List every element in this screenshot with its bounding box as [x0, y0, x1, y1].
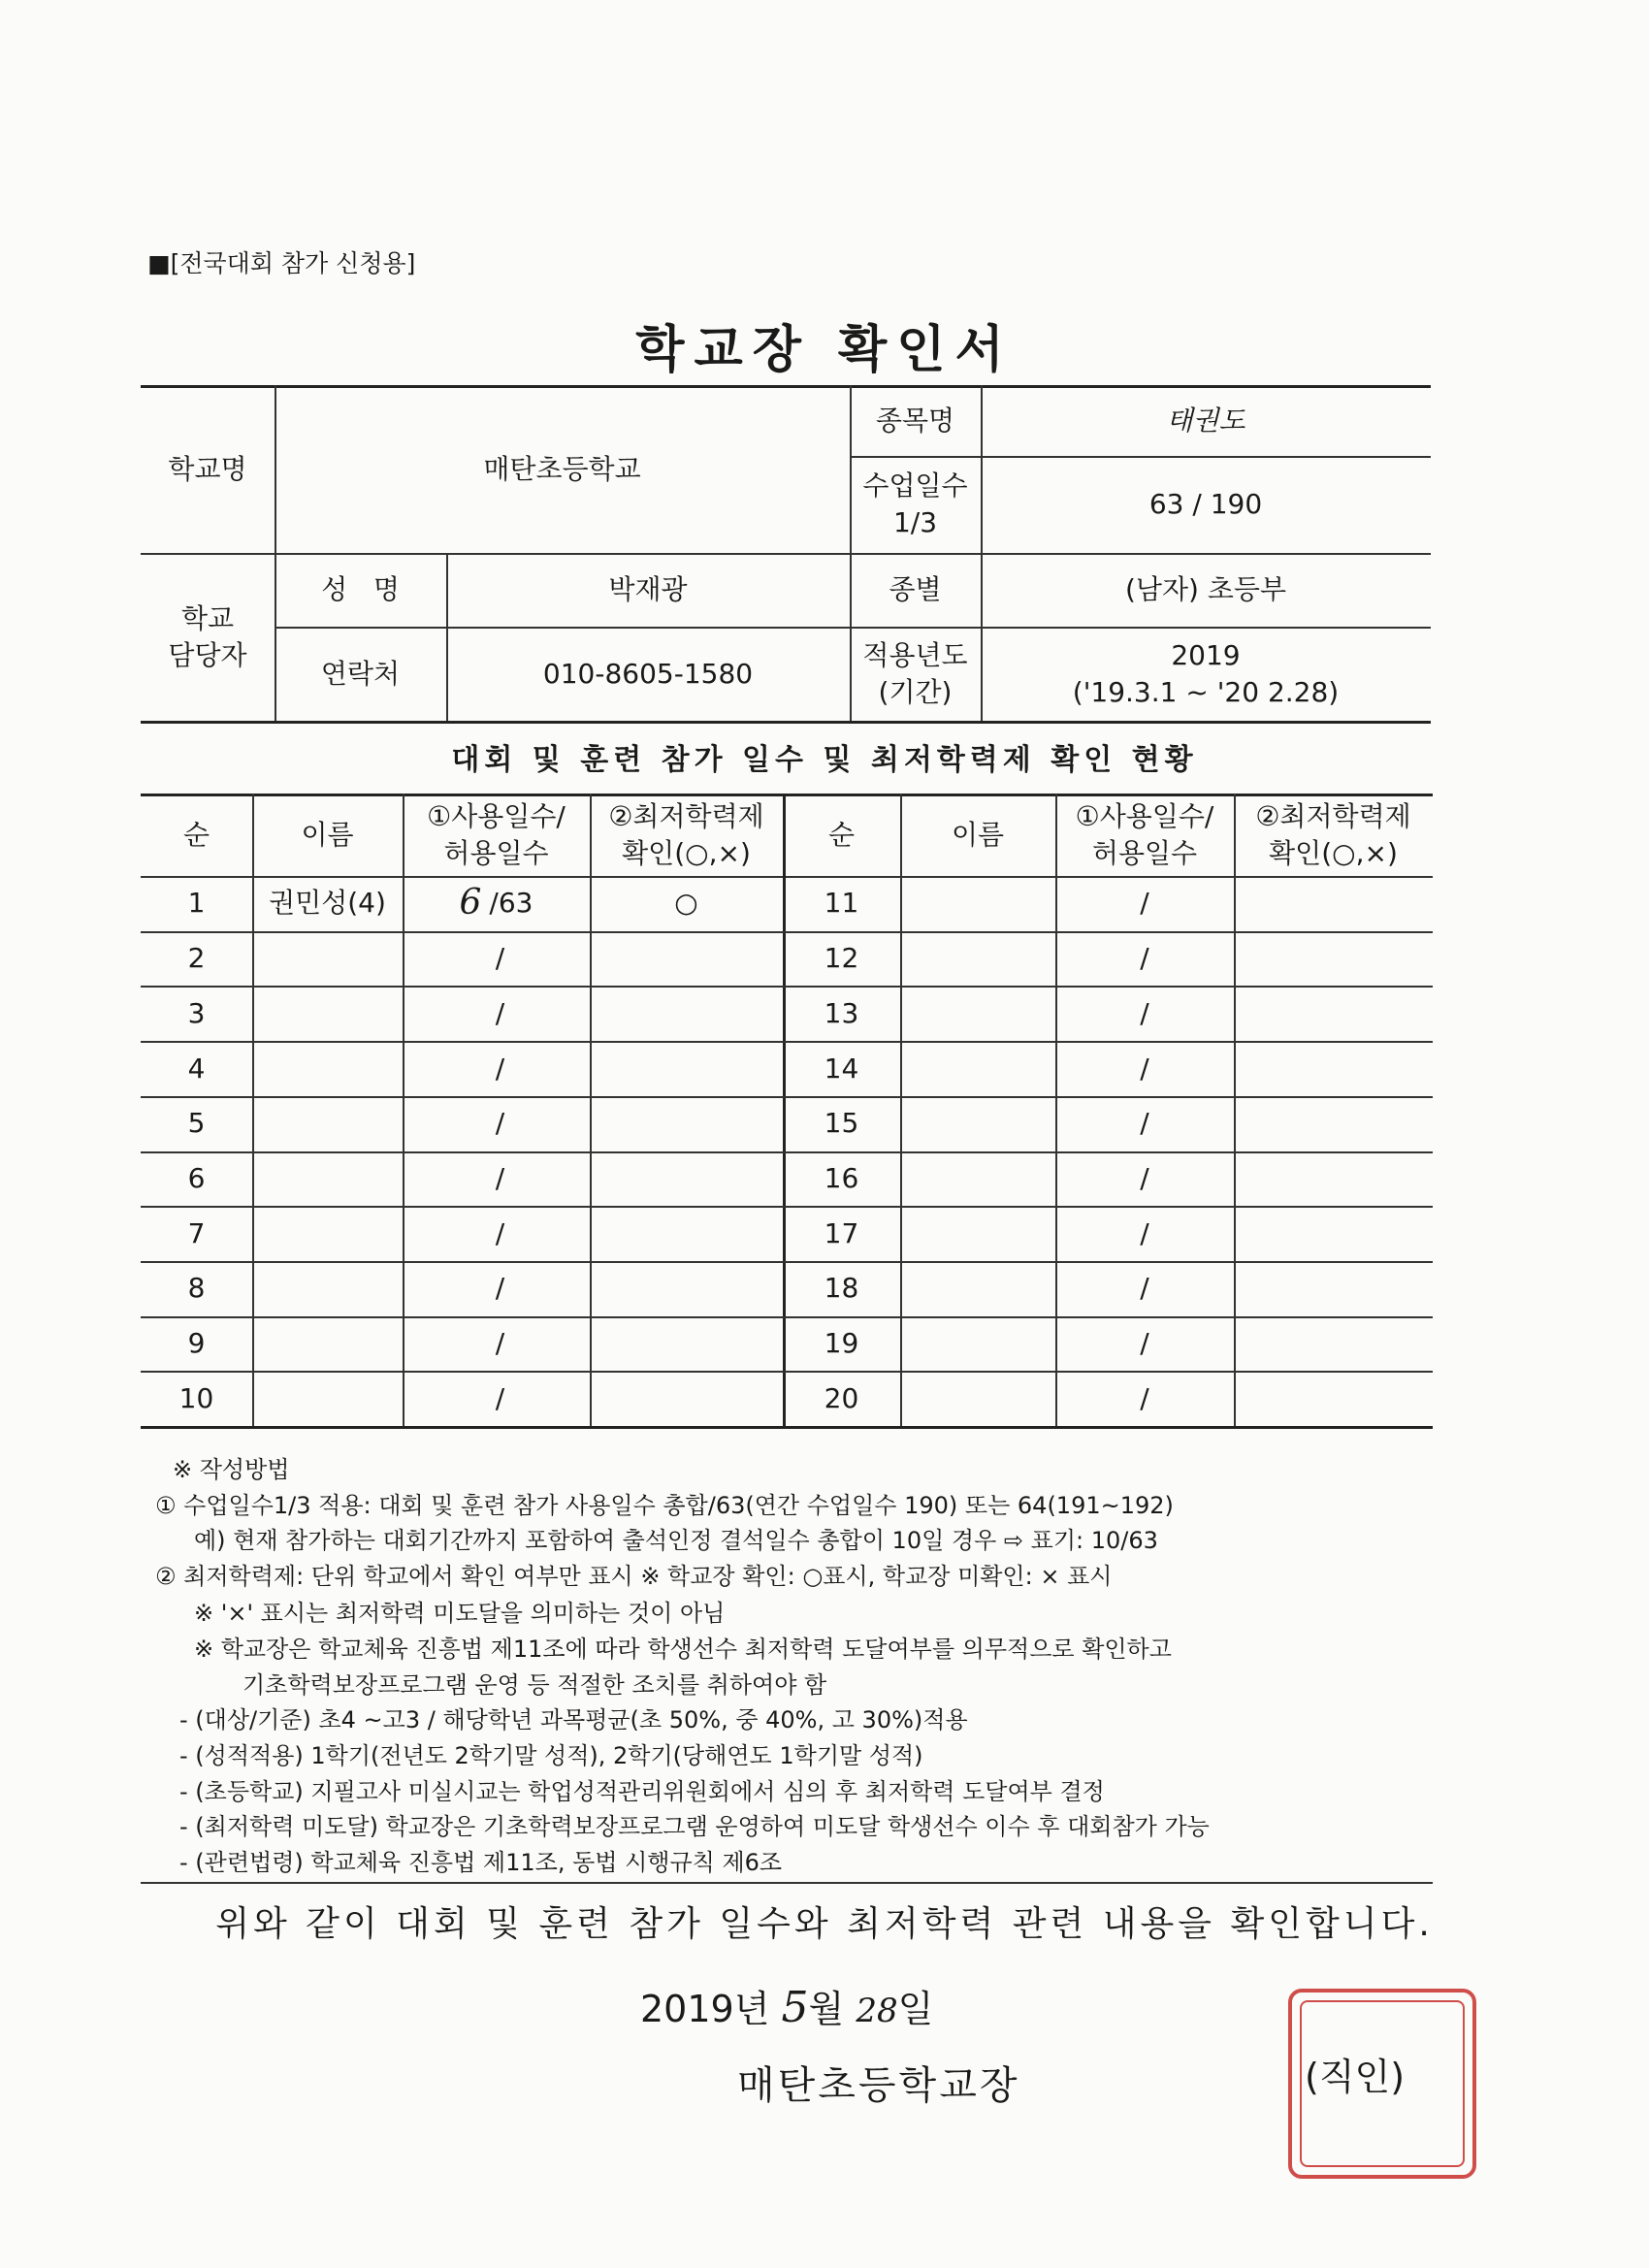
form-type-tag: ■[전국대회 참가 신청용]	[147, 249, 416, 277]
apply-year-label-line2: (기간)	[878, 675, 953, 708]
phone-label: 연락처	[320, 657, 401, 690]
row-name	[900, 1316, 1055, 1372]
row-no: 13	[824, 996, 859, 1029]
class-days-label-line1: 수업일수	[862, 470, 968, 502]
contact-person-label-line1: 학교	[180, 601, 235, 634]
row-no: 12	[824, 942, 859, 975]
row-allowed-days: /	[495, 1161, 505, 1194]
row-name	[252, 1041, 403, 1096]
row-no: 7	[187, 1216, 206, 1249]
row-check	[590, 1316, 783, 1372]
row-allowed-days: /63	[489, 887, 534, 920]
row-allowed-days: /	[495, 942, 505, 975]
row-days	[403, 1316, 590, 1372]
row-check	[1234, 931, 1433, 987]
note-line: - (초등학교) 지필고사 미실시교는 학업성적관리위원회에서 심의 후 최저학력 도달여부 결정	[179, 1778, 1105, 1805]
row-name	[900, 1096, 1055, 1151]
row-check	[1234, 1151, 1433, 1207]
section-title: 대회 및 훈련 참가 일수 및 최저학력제 확인 현황	[451, 743, 1198, 777]
name-value: 박재광	[608, 573, 688, 606]
row-days	[403, 1151, 590, 1207]
contact-person-label-line2: 담당자	[168, 638, 247, 671]
row-no: 5	[187, 1107, 206, 1140]
signature-date	[640, 1979, 933, 2032]
date-day: 28	[856, 1992, 898, 2030]
row-days	[403, 931, 590, 987]
row-no: 20	[824, 1381, 859, 1414]
apply-year-label	[850, 627, 981, 721]
row-allowed-days: /	[495, 1216, 505, 1249]
row-days: /	[1140, 887, 1149, 920]
row-check	[1234, 1261, 1433, 1316]
row-days: /	[1140, 1272, 1149, 1305]
note-line: ※ 학교장은 학교체육 진흥법 제11조에 따라 학생선수 최저학력 도달여부를 의무적으로 확인하고	[194, 1636, 1172, 1663]
row-days	[403, 1096, 590, 1151]
seal-label: (직인)	[1305, 2056, 1406, 2098]
row-allowed-days: /	[495, 1052, 505, 1085]
school-name-label: 학교명	[168, 452, 247, 485]
apply-year-value	[981, 627, 1431, 721]
note-line: - (성적적용) 1학기(전년도 2학기말 성적), 2학기(당해연도 1학기말 성적)	[179, 1742, 923, 1769]
row-check	[590, 1096, 783, 1151]
category-value: (남자) 초등부	[1125, 573, 1286, 606]
row-allowed-days: /	[495, 1381, 505, 1414]
col-check-header-right	[1234, 794, 1433, 876]
row-name	[252, 1261, 403, 1316]
event-value: 태권도	[1166, 404, 1245, 437]
row-check	[1234, 876, 1433, 931]
row-check	[1234, 1206, 1433, 1261]
col-days-header-right-line2: 허용일수	[1091, 836, 1198, 869]
row-no: 8	[187, 1272, 206, 1305]
row-name	[900, 1261, 1055, 1316]
class-days-label	[850, 456, 981, 553]
col-check-header-line2: 확인(○,×)	[622, 836, 751, 869]
row-no: 19	[824, 1327, 859, 1360]
row-name	[252, 986, 403, 1041]
row-no: 14	[824, 1052, 859, 1085]
row-check	[590, 931, 783, 987]
row-name	[900, 1151, 1055, 1207]
row-check	[1234, 1371, 1433, 1426]
row-days	[403, 1371, 590, 1426]
row-check	[1234, 1316, 1433, 1372]
row-check	[590, 1041, 783, 1096]
col-name-header: 이름	[301, 818, 354, 851]
row-name	[900, 1206, 1055, 1261]
row-no: 10	[178, 1381, 214, 1414]
date-month-unit: 월	[808, 1988, 845, 2030]
col-name-header-right: 이름	[951, 818, 1005, 851]
row-check	[1234, 1096, 1433, 1151]
row-check	[1234, 986, 1433, 1041]
row-no: 3	[187, 996, 206, 1029]
contact-person-label	[141, 553, 275, 721]
col-days-header-line1: ①사용일수/	[427, 799, 566, 832]
row-days	[403, 1041, 590, 1096]
note-line: - (관련법령) 학교체육 진흥법 제11조, 동법 시행규칙 제6조	[179, 1849, 783, 1876]
note-line: - (최저학력 미도달) 학교장은 기초학력보장프로그램 운영하여 미도달 학생선수 이수 후 대회참가 가능	[179, 1813, 1210, 1840]
row-name	[900, 986, 1055, 1041]
row-no: 1	[187, 887, 206, 920]
confirmation-statement: 위와 같이 대회 및 훈련 참가 일수와 최저학력 관련 내용을 확인합니다.	[215, 1904, 1434, 1944]
row-no: 16	[824, 1161, 859, 1194]
note-line: ※ '×' 표시는 최저학력 미도달을 의미하는 것이 아님	[194, 1600, 726, 1627]
col-check-header-right-line1: ②최저학력제	[1255, 799, 1411, 832]
row-no: 17	[824, 1216, 859, 1249]
row-name	[900, 931, 1055, 987]
row-name	[900, 1041, 1055, 1096]
event-label: 종목명	[875, 404, 955, 437]
note-line: ② 최저학력제: 단위 학교에서 확인 여부만 표시 ※ 학교장 확인: ○표시, 학교장 미확인: × 표시	[155, 1563, 1113, 1590]
col-no-header-right: 순	[827, 818, 856, 851]
row-days	[403, 876, 590, 931]
principal-signer: 매탄초등학교장	[737, 2063, 1020, 2108]
row-days: /	[1140, 1161, 1149, 1194]
col-check-header-line1: ②최저학력제	[608, 799, 764, 832]
row-days: /	[1140, 1107, 1149, 1140]
col-days-header	[403, 794, 590, 876]
row-name	[900, 876, 1055, 931]
date-day-unit: 일	[897, 1988, 934, 2030]
row-allowed-days: /	[495, 1272, 505, 1305]
apply-year-value-line2: ('19.3.1 ~ '20 2.28)	[1072, 675, 1340, 708]
note-line: ① 수업일수1/3 적용: 대회 및 훈련 참가 사용일수 총합/63(연간 수업일수 190) 또는 64(191~192)	[155, 1492, 1174, 1519]
row-no: 11	[824, 887, 859, 920]
row-no: 15	[824, 1107, 859, 1140]
row-used-days: 6	[459, 883, 482, 923]
row-name	[252, 1206, 403, 1261]
row-check	[590, 986, 783, 1041]
row-days: /	[1140, 1052, 1149, 1085]
date-month: 5	[781, 1983, 809, 2032]
row-days	[403, 1261, 590, 1316]
row-no: 9	[187, 1327, 206, 1360]
row-days: /	[1140, 1381, 1149, 1414]
row-no: 2	[187, 942, 206, 975]
row-days	[403, 1206, 590, 1261]
school-name-value: 매탄초등학교	[483, 452, 641, 485]
row-name	[252, 931, 403, 987]
note-line: 기초학력보장프로그램 운영 등 적절한 조치를 취하여야 함	[242, 1671, 827, 1699]
col-days-header-right	[1055, 794, 1234, 876]
apply-year-label-line1: 적용년도	[862, 638, 968, 671]
col-check-header-right-line2: 확인(○,×)	[1269, 836, 1398, 869]
row-days: /	[1140, 942, 1149, 975]
row-name	[252, 1316, 403, 1372]
row-allowed-days: /	[495, 1107, 505, 1140]
document-title: 학교장 확인서	[635, 321, 1014, 379]
apply-year-value-line1: 2019	[1171, 638, 1241, 671]
row-days	[403, 986, 590, 1041]
row-no: 18	[824, 1272, 859, 1305]
category-label: 종별	[889, 573, 942, 606]
row-name	[252, 1096, 403, 1151]
col-days-header-line2: 허용일수	[443, 836, 549, 869]
row-check	[590, 1261, 783, 1316]
class-days-value: 63 / 190	[1148, 488, 1263, 521]
row-days: /	[1140, 996, 1149, 1029]
note-line: - (대상/기준) 초4 ~고3 / 해당학년 과목평균(초 50%, 중 40%, 고 30%)적용	[179, 1706, 968, 1733]
col-no-header: 순	[182, 818, 210, 851]
phone-value: 010-8605-1580	[542, 657, 754, 690]
col-days-header-right-line1: ①사용일수/	[1075, 799, 1214, 832]
col-check-header	[590, 794, 783, 876]
row-check	[590, 1151, 783, 1207]
row-name: 권민성(4)	[269, 887, 386, 920]
note-line: ※ 작성방법	[173, 1456, 290, 1483]
name-label: 성 명	[321, 573, 400, 606]
row-allowed-days: /	[495, 1327, 505, 1360]
row-allowed-days: /	[495, 996, 505, 1029]
row-name	[252, 1371, 403, 1426]
class-days-label-line2: 1/3	[892, 506, 938, 538]
row-no: 6	[187, 1161, 206, 1194]
row-check	[1234, 1041, 1433, 1096]
row-no: 4	[187, 1052, 206, 1085]
note-line: 예) 현재 참가하는 대회기간까지 포함하여 출석인정 결석일수 총합이 10일 경우 ⇨ 표기: 10/63	[194, 1527, 1158, 1554]
row-check: ○	[674, 887, 698, 920]
row-name	[900, 1371, 1055, 1426]
row-check	[590, 1206, 783, 1261]
row-days: /	[1140, 1216, 1149, 1249]
row-name	[252, 1151, 403, 1207]
date-year: 2019년	[640, 1988, 770, 2030]
row-check	[590, 1371, 783, 1426]
row-days: /	[1140, 1327, 1149, 1360]
